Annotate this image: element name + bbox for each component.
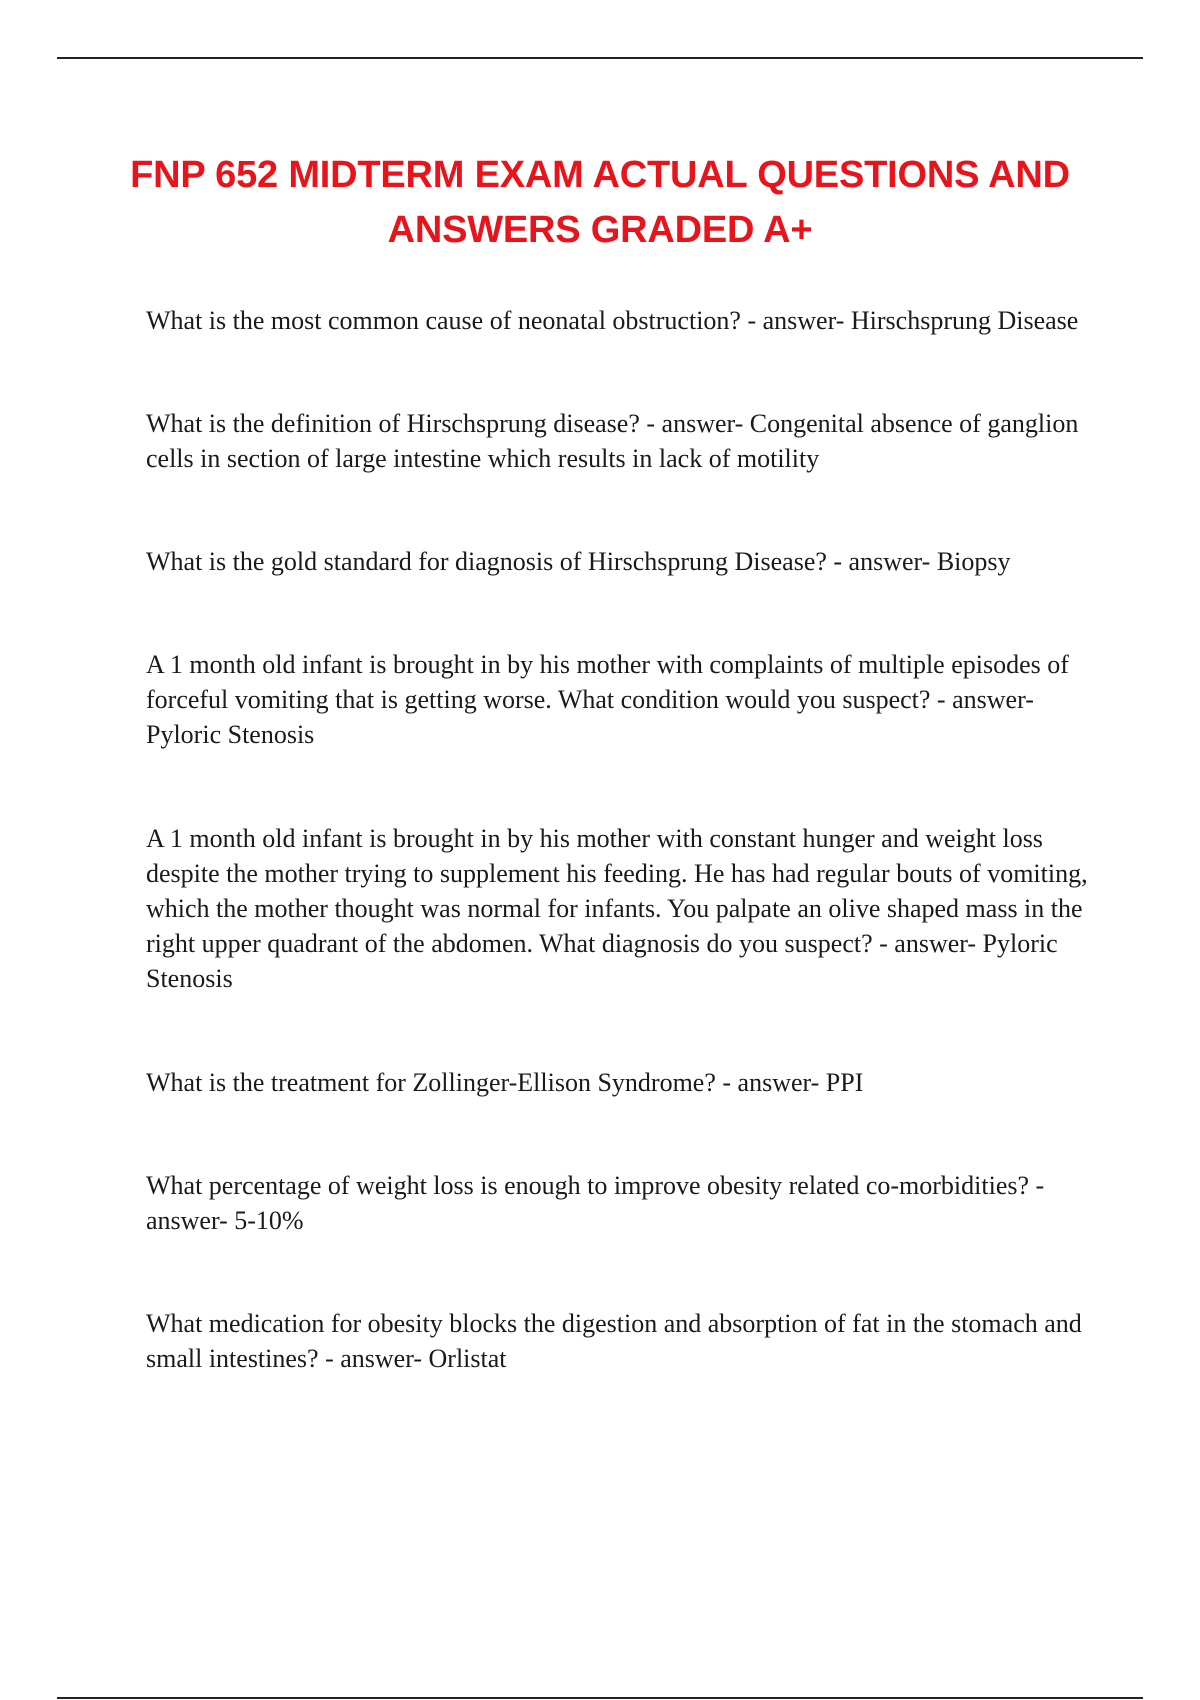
qa-item-6: What is the treatment for Zollinger-Ellison Syndrome? - answer- PPI [146,1068,864,1097]
qa-item-2: What is the definition of Hirschsprung disease? - answer- Congenital absence of ganglion cells in section of large intestine which results in lack of motility [146,409,1079,473]
qa-item-3: What is the gold standard for diagnosis of Hirschsprung Disease? - answer- Biopsy [146,547,1011,576]
qa-item-8: What medication for obesity blocks the digestion and absorption of fat in the stomach and small intestines? - answer- Orlistat [146,1309,1082,1373]
document-title: FNP 652 MIDTERM EXAM ACTUAL QUESTIONS AND ANSWERS GRADED A+ [130,154,1070,251]
bottom-divider [57,1697,1143,1699]
qa-item-1: What is the most common cause of neonatal obstruction? - answer- Hirschsprung Disease [146,306,1079,335]
top-divider [57,57,1143,59]
qa-list [146,303,1096,1376]
qa-item-4: A 1 month old infant is brought in by his mother with complaints of multiple episodes of forceful vomiting that is getting worse. What condition would you suspect? - answer- Pyloric Stenosis [146,650,1069,749]
qa-item-7: What percentage of weight loss is enough to improve obesity related co-morbidities? - answer- 5-10% [146,1171,1045,1235]
qa-item-5: A 1 month old infant is brought in by his mother with constant hunger and weight loss despite the mother trying to supplement his feeding. He has had regular bouts of vomiting, which the mother thought was normal for infants. You palpate an olive shaped mass in the right upper quadrant of the abdomen. What diagnosis do you suspect? - answer- Pyloric Stenosis [146,824,1088,993]
